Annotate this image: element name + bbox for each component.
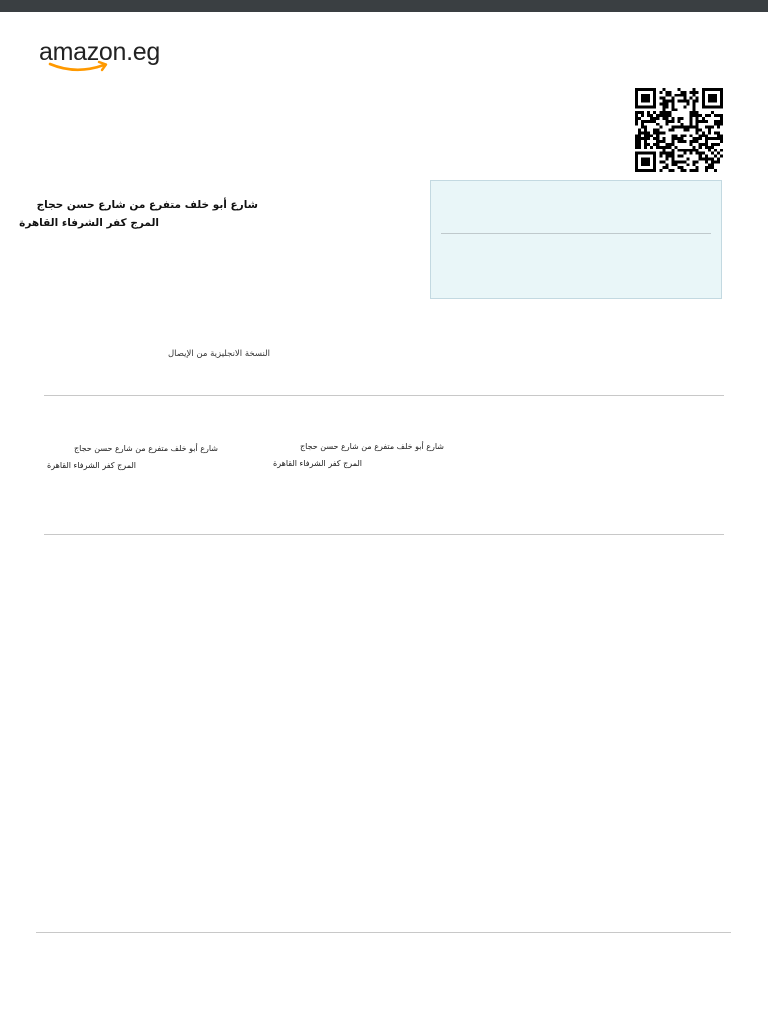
address-line-1: شارع أبو خلف متفرع من شارع حسن حجاج <box>36 199 258 211</box>
shipping-address <box>19 196 258 232</box>
divider-bottom <box>36 932 731 933</box>
english-receipt-label: النسخة الانجليزية من الإيصال <box>167 349 270 359</box>
divider-middle <box>44 534 724 535</box>
delivery-address <box>270 438 444 472</box>
info-box <box>430 180 722 299</box>
info-box-divider <box>441 233 711 234</box>
address-line-2: المرج كفر الشرفاء القاهرة <box>19 217 159 229</box>
amazon-logo <box>39 38 169 74</box>
divider-top <box>44 395 724 396</box>
billing-address-line-1: شارع أبو خلف متفرع من شارع حسن حجاج <box>73 444 218 453</box>
delivery-address-line-2: المرج كفر الشرفاء القاهرة <box>273 459 362 468</box>
smile-arrow-icon <box>48 60 112 74</box>
delivery-address-line-1: شارع أبو خلف متفرع من شارع حسن حجاج <box>299 442 444 451</box>
billing-address <box>44 440 218 474</box>
top-bar <box>0 0 768 12</box>
qr-code <box>635 88 723 172</box>
logo-text: amazon.eg <box>39 38 160 66</box>
billing-address-line-2: المرج كفر الشرفاء القاهرة <box>47 461 136 470</box>
